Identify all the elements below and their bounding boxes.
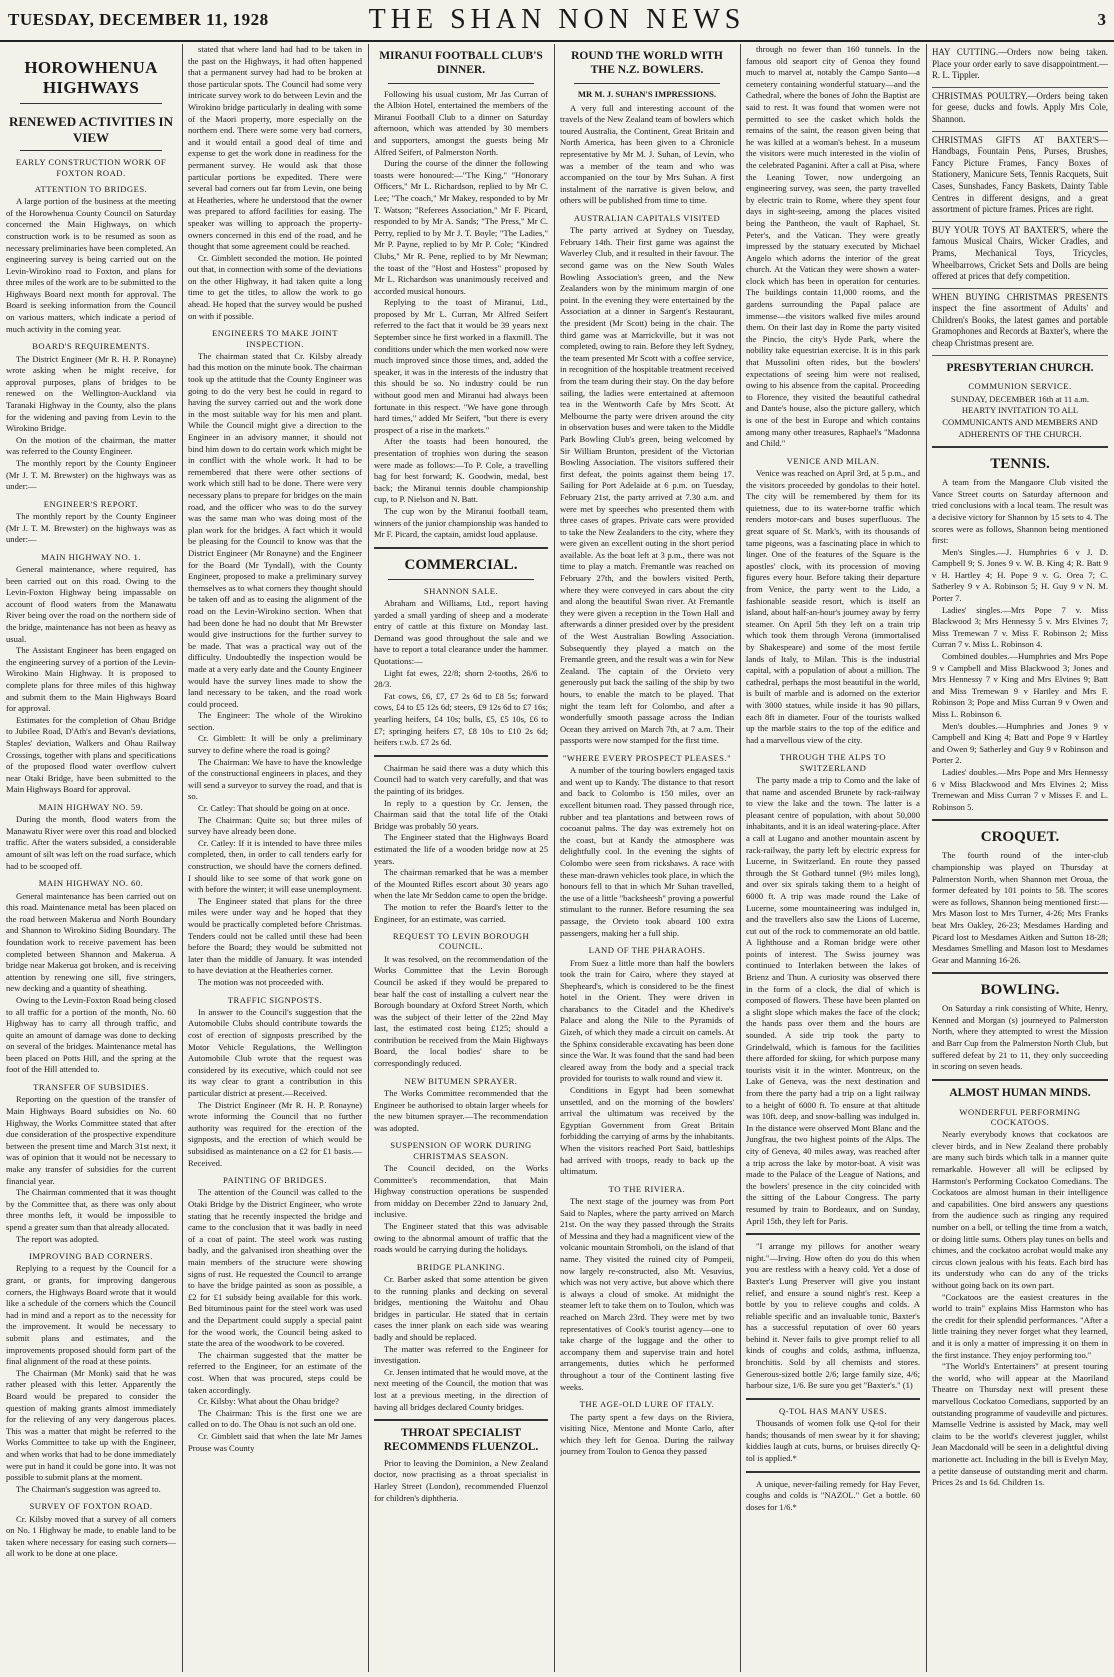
section-heading: AUSTRALIAN CAPITALS VISITED — [573, 212, 721, 223]
paragraph: Chairman he said there was a duty which this Council had to watch very carefully, and that was the painting of its bridges. — [374, 762, 548, 796]
ad-text: WHEN BUYING CHRISTMAS PRESENTS inspect the fine assortment of Adults' and Children's Books, the latest games and portable Gramophones and Records at Baxter's, where the cheap Christmas present are. — [932, 291, 1108, 349]
ad-text: CHRISTMAS GIFTS AT BAXTER'S—Handbags, Fountain Pens, Purses, Brushes, Fancy Picture Frames, Fancy Boxes of Stationery, Manicure Sets, Tennis Racquets, Suit Cases, Sunshades, Fancy Baskets, Dainty Table Centres in different designs, and a great assortment of picture frames. Prices are right. — [932, 134, 1108, 215]
paragraph: The party spent a few days on the Riviera, visiting Nice, Mentone and Monte Carlo, after which they left for Genoa. During the railway journey from Toulon to Genoa they passed — [560, 1411, 734, 1457]
paragraph: The Chairman: We have to have the knowledge of the constructional engineers in places, and they will send a surveyor to survey the road, and that is so. — [188, 756, 362, 802]
notice-text: SUNDAY, DECEMBER 16th at 11 a.m. — [950, 393, 1090, 404]
paragraph: Cr. Jensen intimated that he would move, at the next meeting of the Council, the motion that was lost at a previous meeting, in the direction of having all bridges declared County bridges. — [374, 1366, 548, 1412]
paragraph: The attention of the Council was called to the Otaki Bridge by the District Engineer, who wrote stating that he recently inspected the bridge and came to the conclusion that it was badly in need of a coat of paint. The steel work was rusting badly, and the galvanised iron sheathing over the main members of the structure were showing signs of rust. He requested the Council to arrange to have the bridge painted as soon as possible, a £2 for £1 subsidy being available for this work. Bed bituminous paint for the steel work was used and the Department could supply a special paint for the wood work, the Council being asked to state the area of the woodwork to be covered. — [188, 1187, 362, 1349]
section-heading: MAIN HIGHWAY NO. 1. — [41, 551, 141, 562]
paragraph: Combined doubles.—Humphries and Mrs Pope 9 v Campbell and Miss Blackwood 3; Jones and Mrs Hennessy 7 v King and Mrs Elvines 9; Batt and Miss Tremewan 9 v Hartley and Mrs F. Robinson 3; Pope and Miss Curran 9 v Owen and Miss L. Robinson 6. — [932, 651, 1108, 720]
paragraph: A very full and interesting account of the travels of the New Zealand team of bowlers which toured Australia, the Continent, Great Britain and North America, has been given to a Chronicle representative by Mr M. J. Suhan, of Levin, who was a member of the team and who was accompanied on the tour by Mrs Suhan. A first instalment of the narrative is given below, and others will be published from time to time. — [560, 102, 734, 206]
section-title: TENNIS. — [990, 456, 1050, 473]
paragraph: Venice was reached on April 3rd, at 5 p.m., and the visitors proceeded by gondolas to their hotel. The city will be remembered by them for its quietness, due to its water-borne traffic which renders motor-cars and buses superfluous. The great square of St. Mark's, with its thousands of tame pigeons, was a fascinating place in which to linger. One of the features of the Square is the apostles' clock, with its procession of moving figures every hour. Before taking their departure from Venice, the party went to the Lido, a fashionable seaside resort, which is itself an island, about half-an-hour's journey away by ferry steamer. On April 5th they left on a train trip which took them through Verona (immortalised by Shakespeare) and some of the most fertile lands of Italy, to Milan. This is the industrial capital, with a population of about a million. The cathedral, perhaps the most beautiful in the world, is built of marble and is adorned on the exterior with 3000 statues, while inside it has 90 pillars, each 8ft in diameter. Four of the tourists walked up the marble stairs to the top of the edifice and had a marvellous view of the city. — [746, 468, 920, 745]
ad-text: BUY YOUR TOYS AT BAXTER'S, where the famous Musical Chairs, Wicker Cradles, and Prams, Mechanical Toys, Tricycles, Wheelbarrows, Cricket Sets and Dolls are being offered at prices that defy competition. — [932, 224, 1108, 282]
paragraph: General maintenance has been carried out on this road. Maintenance metal has been placed on the road between Makerua and North Boundary and Shannon to Wirokino Siding Boundary. The foundation work to receive pavement has been completed between Shannon and Makerua. A bridge near Makerua got broken, and is receiving attention by renewing one sill, five stringers, new decking and a quantity of sheathing. — [6, 890, 176, 994]
paragraph: "Cockatoos are the easiest creatures in the world to train" explains Miss Harmston who has the credit for their splendid performances. "After a little training they never forget what they learned, and it is only a matter of impressing it on them in the first instance. They enjoy performing too." — [932, 1291, 1108, 1360]
paragraph: The chairman stated that Cr. Kilsby already had this motion on the minute book. The chairman took up the attitude that the County Engineer was going to do the very best he could in regard to having the survey carried out and the work done in the most suitable way for his men and plant. While the Council might give a direction to the Engineer in an advisory manner, it should not bind him down to do certain work which might be in conflict with the whole work. It had to be remembered that there were other sections of work which still had to be done. There were very necessary plans to prepare for bridges on the main road, and the officer who was to do the survey was the same man who was doing most of the plan work for the bridges. A fact which it would be pleasing for the Council to know was that the District Engineer (Mr Ronayne) and the Engineer for the Board (Mr Tyndall), with the County Engineer, proposed to make a preliminary survey themselves as to what corners they thought should be taken off and as to easing the alignment of the road on the Levin-Wirokino section. When that had been done he had no doubt that Mr Brewster would give instructions for the further survey to be made. That was a practical way out of the difficulty. Undoubtedly the inspection would be made at a very early date and the County Engineer would have the survey lines made to show the land necessary to be taken, and the road work could proceed. — [188, 350, 362, 709]
column-5 — [746, 44, 920, 1672]
paragraph: Men's Singles.—J. Humphries 6 v J. D. Campbell 9; S. Jones 9 v. W. B. King 4; R. Batt 9 v H. Hartley 4; H. Pope 9 v. G. Orea 7; C. Satherley 9 v A. Robinson 5; H. Guy 9 v N. M. Porter 7. — [932, 546, 1108, 604]
section-heading: IMPROVING BAD CORNERS. — [29, 1251, 153, 1262]
section-heading: VENICE AND MILAN. — [786, 455, 880, 466]
column-rule — [554, 44, 555, 1672]
paragraph: Owing to the Levin-Foxton Road being closed to all traffic for a portion of the month, No. 60 Highway has to carry all through traffic, and quite an amount of damage was done to decking on several of the bridges. Maintenance metal has been placed on Potts Hill, and the spring at the foot of the Hill attended to. — [6, 994, 176, 1075]
column-6 — [932, 44, 1108, 1672]
paragraph: Men's doubles.—Humphries and Jones 9 v Campbell and King 4; Batt and Pope 9 v Hartley and Owen 9; Satherley and Guy 9 v Robinson and Porter 2. — [932, 720, 1108, 766]
paragraph: The Chairman: Quite so; but three miles of survey have already been done. — [188, 814, 362, 837]
paragraph: stated that where land had had to be taken in the past on the Highways, it had often happened that a permanent survey had had to be broken at those particular spots. The Council had some very intricate survey work to do between Levin and the Wirokino bridge particularly in dealing with some of the Maori property, more especially on the northern end. There were some very bad corners, and it would entail a good deal of time and expense to get the work done in readiness for the permanent survey. He would ask that those particular portions be expedited. There were several bad corners out far from Levin, one being at Heatheries, where he understood that the owner was prepared to afford facilities for easing. The speaker was willing to approach the property-owners concerned in this end of the road, and he thought that some agreement could be reached. — [188, 44, 362, 252]
section-title: BOWLING. — [980, 982, 1060, 999]
column-2 — [188, 44, 362, 1672]
page-number: 3 — [1097, 10, 1106, 29]
section-heading: TRAFFIC SIGNPOSTS. — [227, 994, 323, 1005]
article-headline: MIRANUI FOOTBALL CLUB'S DINNER. — [379, 50, 543, 76]
section-heading: MAIN HIGHWAY NO. 59. — [38, 801, 144, 812]
paragraph: It was resolved, on the recommendation of the Works Committee that the Levin Borough Council be asked if they would be prepared to bear half the cost of installing a culvert near the Borough boundary at Oxford Street North, which was the subject of their letter of the 22nd May last, the estimated cost being £125; should a contribution be received from the Main Highways Board, the local bodies' share to be correspondingly reduced. — [374, 953, 548, 1069]
paragraph: through no fewer than 160 tunnels. In the famous old seaport city of Genoa they found much to marvel at, notably the Campo Santo—a cemetery containing wonderful statuary—and the Cathedral, where the bones of John the Baptist are said to rest. It was found that women were not permitted to see the casket which holds the remains of the saint, the reason given being that he was killed at a woman's behest. In a museum the visitors were much interested in the violin of the celebrated Paganini. After a call at Pisa, where the Leaning Tower, now undergoing an engineering survey, was seen, the party travelled by electric train to Rome, where they spent four days in sight-seeing, among the places visited being the Pantheon, the vault of Raphael, St. Peter's, and the Vatican. They were greatly impressed by the statuary executed by Michael Angelo which adorns the interior of the great church. At the Vatican they were shown a water-clock which has been in operation for centuries. The buildings contain 11,000 rooms, and the gardens surrounding the Papal palace are immense—the visitors walked five miles around them. On their last day in Rome the party visited the Pincio, the city's Hyde Park, where the nobility take equestrian exercise. It is in this park that Mussolini often rides, but the bowlers' expectations of seeing him were not realised, owing to his absence from the capital. Proceeding to Florence, they visited the beautiful cathedral and Dante's house, also the picture gallery, which is one of the best in Europe and which contains among many other treasures, Raphael's "Madonna and Child." — [746, 44, 920, 449]
section-heading: TO THE RIVIERA. — [608, 1183, 686, 1194]
paragraph: In reply to a question by Cr. Jensen, the Chairman said that the total life of the Otaki Bridge was probably 50 years. — [374, 797, 548, 831]
classified-ad — [932, 88, 1108, 132]
paragraph: Following his usual custom, Mr Jas Curran of the Albion Hotel, entertained the members of the Miranui Football Club to a dinner on Saturday afternoon, which was attended by 30 members and supporters, amongst the guests being Mr Alfred Seifert, of Palmerston North. — [374, 88, 548, 157]
column-1 — [6, 44, 176, 1672]
paragraph: After the toasts had been honoured, the presentation of trophies won during the season were made as follows:—To P. Cole, a travelling bag for best forward; K. Goodwin, medal, best back; the Miranui tennis double championship cup, to P. Nielson and N. Batt. — [374, 436, 548, 505]
section-heading: NEW BITUMEN SPRAYER. — [404, 1075, 518, 1086]
column-rule — [182, 44, 183, 1672]
paragraph: On the motion of the chairman, the matter was referred to the County Engineer. — [6, 434, 176, 457]
section-heading: THROUGH THE ALPS TO SWITZERLAND — [779, 752, 887, 773]
paragraph: The Chairman: This is the first one we are called on to do. The Ohau is not such an old one. — [188, 1407, 362, 1430]
section-heading: ENGINEER'S REPORT. — [43, 498, 139, 509]
paragraph: The monthly report by the County Engineer (Mr J. T. M. Brewster) on the highways was as under:— — [6, 457, 176, 492]
paragraph: From Suez a little more than half the bowlers took the train for Cairo, where they stayed at Shepheard's, which is considered to be the finest hotel in the Orient. They were driven in charabancs to the Citadel and the Khedive's Palace and along the Nile to the Pyramids of Gizeh, of which they made a circuit on camels. At the Sphinx considerable excavating has been done since the War. It was found that the sand had been cleared away from the body and a special track provided for tourists to walk round and view it. — [560, 957, 734, 1084]
paragraph: Replying to the toast of Miranui, Ltd., proposed by Mr L. Curran, Mr Alfred Seifert referred to the fact that it would be 39 years next September since he first worked in a flaxmill. The conditions under which the men worked now were much improved since those times, and, added the speaker, it was in the interests of the industry that this should be so. No industry could be run without good men and Miranui had always been fortunate in this respect. "We have gone through hard times," added Mr Seifert, "but there is every prospect of a rise in the markets." — [374, 297, 548, 435]
column-3 — [374, 44, 548, 1672]
paragraph: The Chairman commented that it was thought by the Committee that, as there was only about three months left, it would be impossible to spend a greater sum than that already allocated. — [6, 1187, 176, 1232]
ad-text: CHRISTMAS POULTRY.—Orders being taken for geese, ducks and fowls. Apply Mrs Cole, Shannon. — [932, 90, 1108, 124]
paragraph: The Assistant Engineer has been engaged on the engineering survey of a portion of the Levin-Wirokino Main Highway. It is proposed to complete plans for three miles of this highway and submit them to the Main Highways Board for approval. — [6, 645, 176, 714]
section-heading: SHANNON SALE. — [423, 585, 499, 596]
paragraph: The chairman suggested that the matter be referred to the Engineer, for an estimate of the cost. When that was procured, steps could be taken accordingly. — [188, 1349, 362, 1395]
paragraph: A large portion of the business at the meeting of the Horowhenua County Council on Saturday concerned the Main Highways, on which construction work is to be resumed as soon as necessary preliminaries have been completed. An engineering survey is being carried out on the Levin-Wirokino road to Foxton, and plans for three miles of the work are to be submitted to the Highways Board next month for approval. The Board is seeking information from the Council on various matters, which indicate a period of much activity in the coming year. — [6, 196, 176, 334]
masthead — [0, 0, 1114, 42]
paragraph: The fourth round of the inter-club championship was played on Thursday at Palmerston North, when Shannon met Oroua, the former defeated by 101 points to 58. The scores were as follows, Shannon being mentioned first:—Mrs Mason lost to Mrs Turner, 4-26; Mrs Franks beat Mrs Oakley, 26-23; Mesdames Harding and Picard lost to Mesdames Aitken and Sutton 18-28; Mesdames Smelling and Mason lost to Mesdames Gear and Manning 16-26. — [932, 850, 1108, 965]
article-headline: HOROWHENUA HIGHWAYS — [24, 58, 158, 97]
byline: MR M. J. SUHAN'S IMPRESSIONS. — [577, 88, 717, 99]
paragraph: The monthly report by the County Engineer (Mr J. T. M. Brewster) on the highways was as under:— — [6, 511, 176, 545]
paragraph: Abraham and Williams, Ltd., report having yarded a small yarding of sheep and a moderate entry of cattle at this fixture on Monday last. Demand was good throughout the sale and we have to report a total clearance under the hammer. Quotations:— — [374, 598, 548, 667]
ad-text: HAY CUTTING.—Orders now being taken. Place your order early to save disappointment.—R. L. Tippler. — [932, 47, 1108, 81]
section-heading: SURVEY OF FOXTON ROAD. — [29, 1501, 153, 1512]
section-heading: ENGINEERS TO MAKE JOINT INSPECTION. — [211, 328, 338, 349]
paragraph: A team from the Mangaore Club visited the Vance Street courts on Saturday afternoon and tried conclusions with a local team. The result was a decisive victory for Shannon by 15 sets to 4. The scores were as follows, Shannon being mentioned first: — [932, 477, 1108, 546]
article-headline: ALMOST HUMAN MINDS. — [949, 1086, 1091, 1099]
column-4 — [560, 44, 734, 1672]
article-headline: ROUND THE WORLD WITH THE N.Z. BOWLERS. — [571, 50, 723, 76]
paragraph: Cr. Barber asked that some attention be given to the running planks and decking on several bridges, mentioning the Waitohu and Ohau bridges in particular. He stated that in certain cases the inner plank on each side was wearing badly and should be replaced. — [374, 1274, 548, 1342]
paragraph: The District Engineer (Mr R. H. P. Ronayne) wrote informing the Council that no further authority was required for the erection of the signposts, and the erection of which would be subsidised as maintenance on a £2 for £1 basis.—Received. — [188, 1099, 362, 1168]
paragraph: On Saturday a rink consisting of White, Henry, Kenned and Morgan (s) journeyed to Palmerston North, where they attempted to wrest the Mission and Barr Cup from the Palmerston North Club, but suffered defeat by 21 to 11, they only succeeding in scoring on seven heads. — [932, 1003, 1108, 1072]
paragraph: In answer to the Council's suggestion that the Automobile Clubs should contribute towards the cost of erection of signposts prescribed by the Motor Vehicle Regulations, the Wellington Automobile Club wrote that the request was considered by its executive, which could not see its way clear to grant a contribution in this particular district at present.—Received. — [188, 1006, 362, 1098]
paragraph: The District Engineer (Mr R. H. P. Ronayne) wrote asking when he might receive, for approval purposes, plans of bridges to be renewed on the Wellington-Auckland via Taranaki Highway in the County, also the plans for the widening and paving from Levin to the Wirokino Bridge. — [6, 353, 176, 434]
article-headline: THROAT SPECIALIST RECOMMENDS FLUENZOL. — [383, 1427, 539, 1453]
paragraph: Cr. Gimblett said that when the late Mr James Prouse was County — [188, 1430, 362, 1453]
classified-ad — [932, 222, 1108, 289]
paragraph: Cr. Kilsby moved that a survey of all corners on No. 1 Highway be made, to enable land to be taken where necessary for easing such corners—all work to be done at one place. — [6, 1513, 176, 1559]
paragraph: The motion was not proceeded with. — [198, 976, 324, 987]
advertisement: Thousands of women folk use Q-tol for their hands; thousands of men swear by it for shaving; kiddies laugh at cuts, burns, or bruises directly Q-tol is applied.* — [746, 1418, 920, 1463]
section-title: COMMERCIAL. — [404, 556, 518, 573]
paragraph: The party arrived at Sydney on Tuesday, February 14th. Their first game was against the Waverley Club, and it resulted in their favour. The second game was on the New South Wales Bowling Association's green, and the New Zealanders won by the minimum margin of one point. In the evening they were entertained by the Association at a dinner in Sargent's Restaurant, the president (Mr Scott) being in the chair. The third game was at Marrickville, but it was not completed, owing to rain. Before they left Sydney, the team presented Mr Scott with a coffee service, in recognition of the hospitable treatment received from the team during their stay. On the day before sailing, the ladies were entertained at afternoon tea in the Wentworth Cafe by Mrs Scott. At Melbourne the party were driven around the city in observation buses and were taken to the Middle Park Bowling Club's green, being welcomed by Sir William Brunton, president of the Victorian Bowling Association. The visitors suffered their first defeat, the points against them being 17. Sailing for Port Adelaide at 6 p.m. on Tuesday, February 21st, the party arrived at 7.30 a.m. and were met by speeches who presented them with three cases of grapes. Private cars were provided to take the New Zealanders to the city, where they were given an excellent outing in the short period available. As the boat left at 3 p.m., there was not time to play a match. Fremantle was reached on February 27th, and the bowlers visited Perth, where they were conveyed in cars about the city and along the beautiful Swan river. At Fremantle they were given a reception in the Town Hall and afterwards a dinner presided over by the president of the West Australian Bowling Association. Subsequently they played a match on the Fremantle green, and the result was a win for New Zealand. The captain of the Orvieto very generously put back the sailing of the ship by two hours, to enable the match to be played. That night the team left for Colombo, and after a wonderfully smooth passage across the Indian Ocean they arrived on March 7th, at 7 a.m. Their passports were now stamped for the first time. — [560, 225, 734, 746]
section-heading: BOARD'S REQUIREMENTS. — [32, 341, 150, 352]
paragraph: The next stage of the journey was from Port Said to Naples, where the party arrived on March 21st. On the way they passed through the Straits of Messina and they had a magnificent view of the volcanic mountain Stromboli, on the island of that name. They visited the ruined city of Pompeii, now largely re-constructed, also Mt. Vesuvius, which was not very active, but above which there is always a cloud of smoke. At midnight the steamer left to take them on to Toulon, which was reached on March 23rd. They were met by two representatives of Cook's tourist agency—one to take charge of the luggage and the other to accompany them and supervise train and hotel arrangements, duties which he performed throughout a tour of the Continent lasting five weeks. — [560, 1196, 734, 1392]
paragraph: Cr. Gimblett: It will be only a preliminary survey to define where the road is going? — [188, 733, 362, 756]
section-heading: THE AGE-OLD LURE OF ITALY. — [579, 1399, 715, 1410]
paragraph: Cr. Kilsby: What about the Ohau bridge? — [198, 1396, 339, 1407]
issue-date: TUESDAY, DECEMBER 11, 1928 — [8, 10, 269, 29]
notice-subheading: COMMUNION SERVICE. — [968, 381, 1072, 392]
column-rule — [740, 44, 741, 1672]
paragraph: "The World's Entertainers" at present touring the world, who will appear at the Maoriland Theatre on Thursday next will present these marvellous Cockatoo Comedians, supported by an outstanding programme of vaudeville and pictures. Mamselle Vedrine is assisted by Mack, may well claim to be the world's cleverest juggler, whilst Jean Macdonald will be seen in a delightful diving marionette act. Including in the bill is Evelyn May, a petite danseuse of outstanding merit and charm. Prices 2s and 1s 6d. Children 1s. — [932, 1361, 1108, 1488]
notice-text: HEARTY INVITATION TO ALL COMMUNICANTS AND MEMBERS AND ADHERENTS OF THE CHURCH. — [942, 405, 1098, 439]
paragraph: Conditions in Egypt had been somewhat unsettled, and on the morning of the bowlers' arrival the ultimatum was received by the Egyptian Government from Great Britain forbidding the carrying of arms by the inhabitants. When the visitors reached Port Said, battleships had arrived with troops, ready to back up the ultimatum. — [560, 1085, 734, 1177]
section-heading: MAIN HIGHWAY NO. 60. — [38, 878, 144, 889]
classified-ad — [932, 289, 1108, 356]
column-rule — [368, 44, 369, 1672]
paragraph: The Works Committee recommended that the Engineer be authorised to obtain larger wheels for the new bitumen sprayer.—The recommendation was adopted. — [374, 1087, 548, 1133]
section-heading: LAND OF THE PHARAOHS. — [588, 945, 706, 956]
newspaper-title: THE SHAN NON NEWS — [368, 4, 746, 35]
paragraph: The party made a trip to Como and the lake of that name and ascended Brunete by rack-railway to view the lake and the town. The latter is a pleasant centre of population, with about 50,000 inhabitants, and it is an ideal watering-place. After a call at Lugano and another mountain ascent by rack-railway, the party left by electric express for Lucerne, in Switzerland. En route they passed through the St Gothard tunnel (9½ miles long), and over six spirals taking them to a height of 6000 ft. A trip was made round the Lake of Lucerne, some mountaineering was indulged in, and the travellers also saw the Lions of Lucerne, cut out of the rock to commemorate an old battle. A lighthouse and a Roman bridge were other points of interest. The Swiss journey was continued to Interlaken between the lakes of Brienz and Thun. A curiosity was observed there in the form of a clock, the dial of which is composed of flowers. These have been planted on a slight slope which makes the face of the clock; the hands pass over them and the hours are sounded. A side trip took the party to Grindelwald, which is famous for the facilities there afforded for skiing, for which purpose many tourists visit it in the winter. Montreux, on the Lake of Geneva, was the next destination and from there the party had a trip on a light railway to a height of 6000 ft. To ensure at that altitude was 10ft. deep, and snow-balling was indulged in. In the distance were observed Mont Blanc and the Jungfrau, the two highest points of the Alps. The city of Geneva, 40 miles away, was reached after a trip across the lake by motor-boat. A visit was made to the Palace of the League of Nations, and the bowlers' presence in the city coincided with the sitting of the Labour Congress. The party resumed by train to Bordeaux, and on Sunday, April 15th, they left for Paris. — [746, 774, 920, 1226]
paragraph: Estimates for the completion of Ohau Bridge to Jubilee Road, D'Ath's and Bevan's deviations, Staples' deviation, Walkers and Ohau Railway Crossings, together with plans and specifications of the proposed flood water overflow culvert near Otaki Bridge, have been submitted to the Main Highways Board for approval. — [6, 714, 176, 795]
paragraph: The matter was referred to the Engineer for investigation. — [374, 1343, 548, 1366]
paragraph: Cr. Catley: That should be going on at once. — [198, 803, 350, 814]
paragraph: The Council decided, on the Works Committee's recommendation, that Main Highway construction operations be suspended from midday on December 22nd to January 2nd, inclusive. — [374, 1162, 548, 1220]
paragraph: General maintenance, where required, has been carried out on this road. Owing to the Levin-Foxton Highway being impassable on account of flood waters from the Manawatu River being over the road on the northern side of the bridge, maintenance has not been as heavy as usual. — [6, 564, 176, 644]
paragraph: The cup won by the Miranui football team, winners of the junior championship was handed to Mr F. Picard, the captain, amidst loud applause. — [374, 505, 548, 540]
paragraph: Light fat ewes, 22/8; shorn 2-tooths, 26/6 to 28/3. — [374, 667, 548, 690]
section-heading: BRIDGE PLANKING. — [416, 1261, 506, 1272]
paragraph: Fat cows, £6, £7, £7 2s 6d to £8 5s; forward cows, £4 to £5 12s 6d; steers, £9 12s 6d to £7 16s; yearling heifers, £4 10s; bulls, £5, £5 10s, £6 to £7; springing heifers £7, £8 10s to £10 2s 6d; heifers r.w.b. £7 2s 6d. — [374, 690, 548, 748]
article-deck: EARLY CONSTRUCTION WORK OF FOXTON ROAD. — [15, 157, 167, 178]
paragraph: A number of the touring bowlers engaged taxis and went up to Kandy. The distance to that resort and back to Colombo is 150 miles, over an excellent bitumen road. They passed through rice, rubber and tea plantations and between rows of cocoanut palms. The day was extremely hot on the coast, but at Kandy the atmosphere was delightfully cool. In the evening the sights of Colombo were seen from rickshaws. A race with these man-drawn vehicles took place, in which the honours fell to that in which Mr Suhan travelled, the use of a little "backsheesh" proving a powerful stimulant to the runner. Before resuming the sea passage, the Orvieto took aboard 100 extra passengers, making her a full ship. — [560, 765, 734, 938]
section-heading: Q-TOL HAS MANY USES. — [778, 1405, 888, 1416]
paragraph: Ladies' singles.—Mrs Pope 7 v. Miss Blackwood 3; Mrs Hennessy 5 v. Mrs Elvines 7; Miss Tremewan 7 v. Miss F. Robinson 2; Miss Curran 7 v. Miss L. Robinson 4. — [932, 604, 1108, 650]
paragraph: Nearly everybody knows that cockatoos are clever birds, and in New Zealand there probably are many such birds which talk in a manner quite remarkable. However all will be eclipsed by Harmston's Performing Cockatoo Comedians. The Cockatoos are almost human in their intelligence and capabilities. One bird answers any questions from the audience such as ringing any required number on a bell, or telling the time from a watch, or doing little sums. Others play tunes on bells and chimes, and the cockatoo acrobat would make any circus clown jealous with his feats. Each bird has its understudy who can do any of the tricks without going back on its own part. — [932, 1129, 1108, 1290]
article-subheadline: RENEWED ACTIVITIES IN VIEW — [9, 114, 173, 145]
section-title: CROQUET. — [980, 829, 1060, 846]
section-heading: TRANSFER OF SUBSIDIES. — [33, 1082, 149, 1093]
paragraph: The chairman remarked that he was a member of the Mounted Rifles escort about 30 years ago when the late Mr Seddon came to open the bridge. — [374, 867, 548, 901]
advertisement: "I arrange my pillows for another weary night."—Irving. How often do you do this when you are restless with a heavy cold. Yet a dose of Baxter's Lung Preserver will give you instant relief, and ensure a sound night's rest. Keep a bottle by you to relieve coughs and colds. A reliable specific and an invaluable tonic, Baxter's has a successful reputation of over 60 years behind it. Never fails to give prompt relief to all kinds of coughs and colds, asthma, influenza, bronchitis. Sold by all chemists and stores. Generous-sized bottle 2/6; large family size, 4/6; harbour size, 1/6. Be sure you get "Baxter's." (1) — [746, 1241, 920, 1391]
paragraph: The Engineer stated that this was advisable owing to the abnormal amount of traffic that the roads would be carrying during the holidays. — [374, 1220, 548, 1255]
section-heading: PAINTING OF BRIDGES. — [223, 1175, 327, 1186]
section-heading: ATTENTION TO BRIDGES. — [34, 183, 148, 194]
paragraph: The Engineer stated that plans for the three miles were under way and he hoped that they would be practically completed before Christmas. Tenders could not be called until these had been before the Board; they would be submitted not later than the middle of January. It was intended to have deviation at the Heatheries corner. — [188, 895, 362, 976]
article-subheadline: WONDERFUL PERFORMING COCKATOOS. — [959, 1106, 1081, 1127]
paragraph: The Engineer: The whole of the Wirokino section. — [188, 710, 362, 732]
paragraph: Cr. Gimblett seconded the motion. He pointed out that, in connection with some of the deviations on the other Highway, it had taken quite a long time to get the titles, to allow the work to go ahead. He hoped that the survey would be pushed on with if possible. — [188, 252, 362, 321]
paragraph: The Engineer stated that the Highways Board estimated the life of a wooden bridge now at 25 years. — [374, 832, 548, 866]
paragraph: The report was adopted. — [16, 1233, 100, 1244]
paragraph: Reporting on the question of the transfer of Main Highways Board subsidies on No. 60 Highway, the Works Committee stated that after due consideration of the prospective expenditure between the present time and March 31st next, it was of opinion that it would not be necessary to make any transfer of subsidies for the current financial year. — [6, 1094, 176, 1186]
section-heading: SUSPENSION OF WORK DURING CHRISTMAS SEASON. — [390, 1140, 532, 1161]
paragraph: The Chairman's suggestion was agreed to. — [16, 1483, 161, 1494]
section-heading: REQUEST TO LEVIN BOROUGH COUNCIL. — [392, 931, 530, 952]
advertisement: A unique, never-failing remedy for Hay Fever, coughs and colds is "NAZOL." Get a bottle. 60 doses for 1/6.* — [746, 1478, 920, 1512]
paragraph: The Chairman (Mr Monk) said that he was rather pleased with this letter. Apparently the Board would be prepared to consider the question of making grants almost immediately for the relieving of any very dangerous places. This was a matter that might be referred to the Works Committee to take up with the Engineer, and when works that had to be done immediately were put in hand it could be gone into. It was not possible to submit plans at the moment. — [6, 1367, 176, 1483]
column-rule — [926, 44, 927, 1672]
paragraph: Prior to leaving the Dominion, a New Zealand doctor, now practising as a throat specialist in Harley Street (London), recommended Fluenzol for children's diphtheria. — [374, 1457, 548, 1503]
paragraph: During the month, flood waters from the Manawatu River were over this road and blocked traffic. After the waters subsided, a considerable amount of silt was left on the road surface, which had to be scooped off. — [6, 814, 176, 871]
paragraph: Cr. Catley: If it is intended to have three miles completed, then, in order to call tenders early for construction, we should have the corners defined. I should like to see some of that work gone on with before the winter; it will ease unemployment. — [188, 837, 362, 895]
section-heading: "WHERE EVERY PROSPECT PLEASES." — [562, 752, 732, 763]
notice-heading: PRESBYTERIAN CHURCH. — [946, 361, 1094, 374]
paragraph: The motion to refer the Board's letter to the Engineer, for an estimate, was carried. — [374, 901, 548, 924]
paragraph: Ladies' doubles.—Mrs Pope and Mrs Hennessy 6 v Miss Blackwood and Mrs Elvines 2; Miss Tremewan and Miss Curran 7 v Misses F. and L. Robinson 5. — [932, 766, 1108, 812]
classified-ad — [932, 132, 1108, 222]
classified-ad — [932, 44, 1108, 88]
paragraph: Replying to a request by the Council for a grant, or grants, for improving dangerous corners, the Highways Board wrote that it would like a schedule of the corners which the Council had in mind and a report as to the necessity for the improvement. It would be necessary to submit plans and estimates, and the improvements proposed should form part of the final alignment of the road at these points. — [6, 1263, 176, 1367]
paragraph: During the course of the dinner the following toasts were honoured:—"The King," "Honorary Officers," Mr L. Richardson, replied to by Mr C. Lee; "The coach," Mr Makey, responded to by Mr T. Watson; "Referees Association," Mr F. Picard, responded to by Mr A. Sands; "The Press," Mr C. Perry, replied to by Mr J. T. Boyle; "The Ladies," Mr P. Payne, replied to by Mr P. Cole; "Kindred Clubs," Mr R. Pene, replied to by Mr Newman; the toast of the "Host and Hostess" proposed by Mr L. Richardson was unanimously received and accorded musical honours. — [374, 158, 548, 296]
